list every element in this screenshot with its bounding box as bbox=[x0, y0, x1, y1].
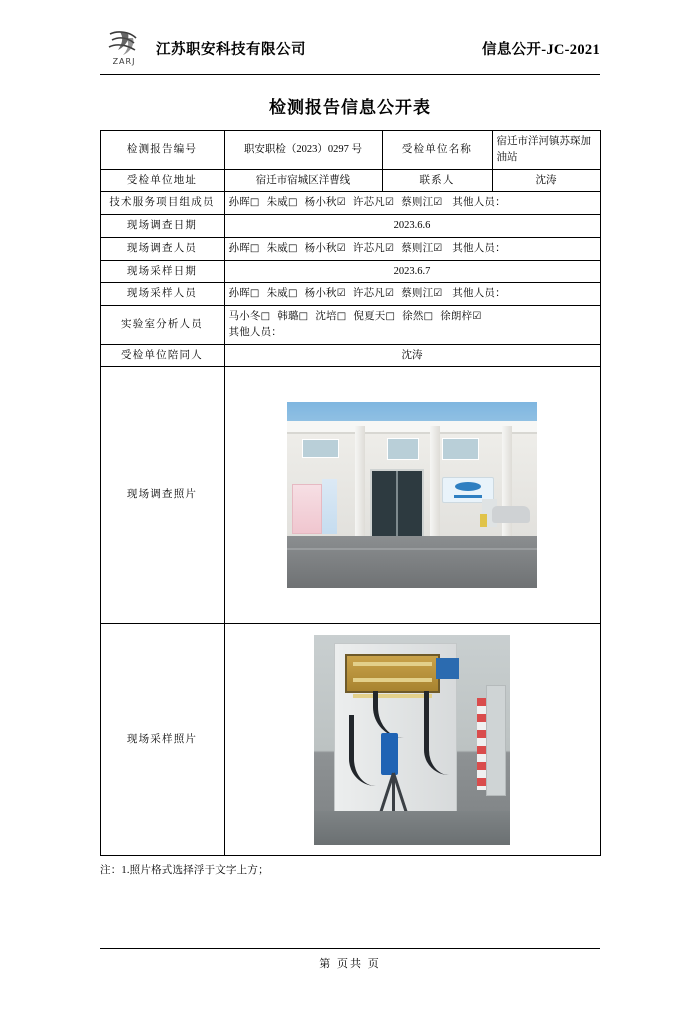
page-title: 检测报告信息公开表 bbox=[269, 98, 431, 117]
staff-name: 杨小秋 bbox=[304, 288, 337, 300]
table-row bbox=[100, 192, 600, 215]
checkbox-unchecked-icon[interactable]: □ bbox=[336, 311, 347, 322]
table-row bbox=[100, 306, 600, 345]
company-logo-icon bbox=[100, 28, 148, 68]
sample-staff-list bbox=[229, 288, 450, 299]
staff-entry bbox=[353, 311, 395, 322]
staff-entry bbox=[305, 197, 346, 208]
table-row bbox=[100, 237, 600, 260]
sample-photo-label: 现场采样照片 bbox=[100, 624, 224, 856]
survey-photo-image bbox=[287, 402, 537, 588]
staff-name: 许芯凡 bbox=[352, 242, 386, 254]
table-row bbox=[100, 283, 600, 306]
checkbox-checked-icon[interactable]: ☑ bbox=[336, 197, 346, 209]
staff-entry bbox=[353, 197, 394, 208]
document-page bbox=[0, 26, 700, 1015]
staff-name: 沈培 bbox=[315, 311, 337, 322]
checkbox-unchecked-icon[interactable]: □ bbox=[385, 311, 396, 322]
table-row bbox=[100, 367, 600, 624]
staff-name: 蔡则江 bbox=[401, 242, 434, 254]
client-name-value: 宿迁市洋河镇苏琛加油站 bbox=[492, 131, 600, 170]
sample-photo-image bbox=[314, 635, 510, 845]
table-row bbox=[100, 260, 600, 283]
checkbox-checked-icon[interactable]: ☑ bbox=[385, 197, 395, 209]
staff-entry bbox=[277, 311, 308, 322]
survey-photo-cell bbox=[224, 367, 600, 624]
survey-staff-others-label: 其他人员： bbox=[452, 242, 506, 254]
accompany-value: 沈涛 bbox=[224, 344, 600, 367]
staff-entry bbox=[353, 243, 394, 254]
brand-block bbox=[100, 28, 306, 68]
table-note: 注：1.照片格式选择浮于文字上方； bbox=[100, 865, 269, 877]
staff-name: 蔡则江 bbox=[401, 197, 434, 209]
accompany-label: 受检单位陪同人 bbox=[100, 344, 224, 367]
staff-entry bbox=[229, 288, 260, 299]
checkbox-unchecked-icon[interactable]: □ bbox=[249, 242, 260, 254]
sample-photo-wrap bbox=[229, 635, 596, 845]
table-row bbox=[100, 344, 600, 367]
staff-name: 朱威 bbox=[266, 288, 288, 300]
staff-entry bbox=[401, 243, 442, 254]
table-row bbox=[100, 169, 600, 192]
survey-staff-members bbox=[224, 237, 600, 260]
checkbox-checked-icon[interactable]: ☑ bbox=[336, 242, 346, 254]
lab-staff-list bbox=[229, 311, 489, 322]
report-no-value: 职安职检（2023）0297 号 bbox=[224, 131, 382, 170]
checkbox-checked-icon[interactable]: ☑ bbox=[385, 288, 395, 300]
survey-date-label: 现场调查日期 bbox=[100, 215, 224, 238]
staff-entry bbox=[402, 311, 433, 322]
staff-entry bbox=[267, 243, 298, 254]
client-name-label: 受检单位名称 bbox=[382, 131, 492, 170]
checkbox-checked-icon[interactable]: ☑ bbox=[336, 288, 346, 300]
survey-photo-wrap bbox=[229, 402, 596, 588]
checkbox-unchecked-icon[interactable]: □ bbox=[287, 288, 298, 300]
staff-entry bbox=[229, 311, 271, 322]
staff-entry bbox=[267, 197, 298, 208]
sample-staff-members bbox=[224, 283, 600, 306]
staff-entry bbox=[315, 311, 346, 322]
survey-date-value: 2023.6.6 bbox=[224, 215, 600, 238]
staff-name: 马小冬 bbox=[228, 311, 261, 322]
staff-entry bbox=[440, 311, 481, 322]
checkbox-checked-icon[interactable]: ☑ bbox=[472, 311, 482, 322]
staff-entry bbox=[305, 288, 346, 299]
sample-staff-label: 现场采样人员 bbox=[100, 283, 224, 306]
staff-name: 孙晖 bbox=[228, 242, 250, 254]
contact-label: 联系人 bbox=[382, 169, 492, 192]
staff-entry bbox=[267, 288, 298, 299]
checkbox-unchecked-icon[interactable]: □ bbox=[287, 197, 298, 209]
checkbox-checked-icon[interactable]: ☑ bbox=[433, 288, 443, 300]
checkbox-unchecked-icon[interactable]: □ bbox=[287, 242, 298, 254]
staff-name: 杨小秋 bbox=[304, 197, 337, 209]
company-name: 江苏职安科技有限公司 bbox=[156, 41, 306, 58]
document-code: 信息公开-JC-2021 bbox=[482, 41, 600, 58]
staff-name: 朱威 bbox=[266, 197, 288, 209]
checkbox-unchecked-icon[interactable]: □ bbox=[249, 197, 260, 209]
staff-name: 韩璐 bbox=[277, 311, 299, 322]
tech-team-others-label: 其他人员： bbox=[452, 197, 506, 209]
checkbox-checked-icon[interactable]: ☑ bbox=[433, 197, 443, 209]
tech-team-list bbox=[229, 197, 450, 208]
staff-entry bbox=[353, 288, 394, 299]
sample-staff-others-label: 其他人员： bbox=[452, 288, 506, 300]
staff-entry bbox=[229, 243, 260, 254]
staff-name: 许芯凡 bbox=[352, 288, 386, 300]
page-footer: 第 页共 页 bbox=[100, 948, 600, 971]
contact-value: 沈涛 bbox=[492, 169, 600, 192]
staff-name: 朱威 bbox=[266, 242, 288, 254]
client-address-value: 宿迁市宿城区洋曹线 bbox=[224, 169, 382, 192]
checkbox-unchecked-icon[interactable]: □ bbox=[298, 311, 309, 322]
lab-staff-others-label: 其他人员： bbox=[228, 326, 282, 338]
staff-name: 孙晖 bbox=[228, 197, 250, 209]
page-header bbox=[100, 26, 600, 75]
info-table bbox=[100, 130, 601, 856]
survey-photo-label: 现场调查照片 bbox=[100, 367, 224, 624]
table-row bbox=[100, 624, 600, 856]
report-no-label: 检测报告编号 bbox=[100, 131, 224, 170]
staff-name: 蔡则江 bbox=[401, 288, 434, 300]
survey-staff-list bbox=[229, 243, 450, 254]
sample-date-label: 现场采样日期 bbox=[100, 260, 224, 283]
staff-name: 许芯凡 bbox=[352, 197, 386, 209]
staff-name: 倪夏天 bbox=[353, 311, 386, 322]
checkbox-checked-icon[interactable]: ☑ bbox=[433, 242, 443, 254]
staff-entry bbox=[229, 197, 260, 208]
client-address-label: 受检单位地址 bbox=[100, 169, 224, 192]
survey-staff-label: 现场调查人员 bbox=[100, 237, 224, 260]
staff-name: 徐朗梓 bbox=[440, 311, 473, 322]
checkbox-unchecked-icon[interactable]: □ bbox=[423, 311, 434, 322]
checkbox-checked-icon[interactable]: ☑ bbox=[385, 242, 395, 254]
lab-staff-label: 实验室分析人员 bbox=[100, 306, 224, 345]
sample-photo-cell bbox=[224, 624, 600, 856]
checkbox-unchecked-icon[interactable]: □ bbox=[260, 311, 271, 322]
staff-entry bbox=[401, 288, 442, 299]
staff-name: 徐然 bbox=[402, 311, 424, 322]
lab-staff-members bbox=[224, 306, 600, 345]
svg-text:ZARJ: ZARJ bbox=[112, 57, 136, 66]
staff-name: 杨小秋 bbox=[304, 242, 337, 254]
staff-name: 孙晖 bbox=[228, 288, 250, 300]
table-row bbox=[100, 131, 600, 170]
tech-team-members bbox=[224, 192, 600, 215]
table-row bbox=[100, 215, 600, 238]
checkbox-unchecked-icon[interactable]: □ bbox=[249, 288, 260, 300]
staff-entry bbox=[305, 243, 346, 254]
sample-date-value: 2023.6.7 bbox=[224, 260, 600, 283]
staff-entry bbox=[401, 197, 442, 208]
tech-team-label: 技术服务项目组成员 bbox=[100, 192, 224, 215]
